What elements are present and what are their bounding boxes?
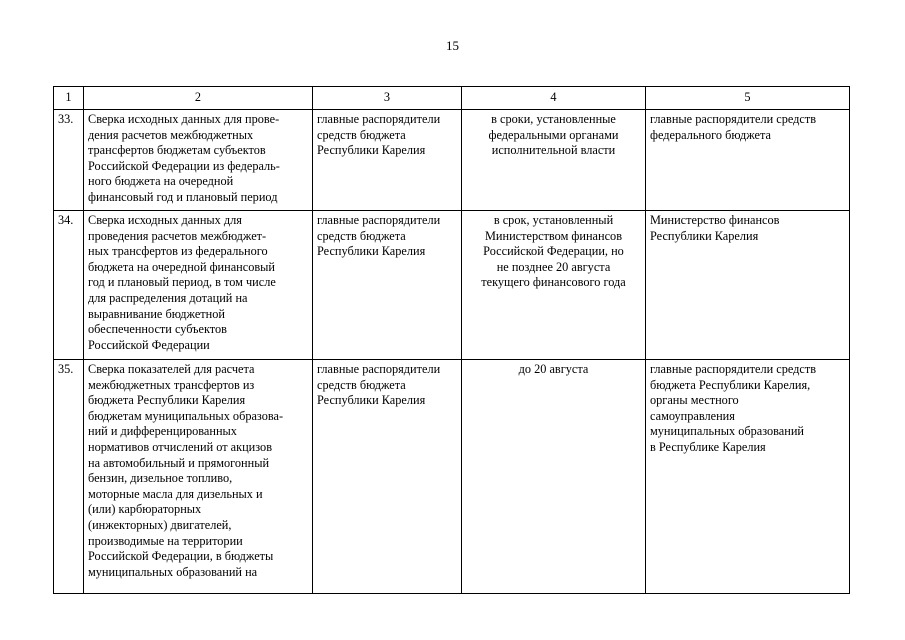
cell-line: в срок, установленный xyxy=(493,213,614,227)
cell-line: Республики Карелия xyxy=(317,393,426,408)
cell-line: ного бюджета на очередной xyxy=(88,174,234,189)
cell-line: производимые на территории xyxy=(88,533,243,548)
page-number: 15 xyxy=(446,38,459,53)
cell-line: текущего финансового года xyxy=(481,275,626,290)
cell-line: год и плановый период, в том числе xyxy=(88,275,276,290)
cell-line: главные распорядители средств xyxy=(650,112,817,126)
recipient xyxy=(646,360,850,594)
cell-line: федерального бюджета xyxy=(650,127,771,142)
cell-line: в Республике Карелия xyxy=(650,439,766,454)
cell-line: исполнительной власти xyxy=(491,143,616,158)
cell-line: самоуправления xyxy=(650,408,735,423)
cell-line: Министерством финансов xyxy=(484,228,623,243)
cell-line: финансовый год и плановый период xyxy=(88,189,278,204)
cell-line: средств бюджета xyxy=(317,377,406,392)
deadline xyxy=(462,110,646,211)
cell-line: до 20 августа xyxy=(518,362,589,376)
cell-line: проведения расчетов межбюджет- xyxy=(88,228,267,243)
cell-line: ных трансфертов из федерального xyxy=(88,244,268,259)
recipient xyxy=(646,110,850,211)
cell-line: бюджета Республики Карелия xyxy=(88,393,246,408)
cell-line: муниципальных образований xyxy=(650,424,804,439)
responsible-party xyxy=(313,360,462,594)
cell-line: в сроки, установленные xyxy=(491,112,616,126)
cell-line: федеральными органами xyxy=(488,127,619,142)
cell-line: (инжекторных) двигателей, xyxy=(88,517,232,532)
cell-line: средств бюджета xyxy=(317,127,406,142)
cell-line: (или) карбюраторных xyxy=(88,502,202,517)
cell-line: Российской Федерации, в бюджеты xyxy=(88,549,274,564)
responsible-party xyxy=(313,211,462,360)
cell-line: нормативов отчислений от акцизов xyxy=(88,439,272,454)
cell-line: Республики Карелия xyxy=(650,228,759,243)
table-row xyxy=(54,110,850,211)
task-description xyxy=(84,360,313,594)
table-row xyxy=(54,211,850,360)
cell-line: межбюджетных трансфертов из xyxy=(88,377,255,392)
recipient xyxy=(646,211,850,360)
row-number: 33. xyxy=(54,110,84,211)
cell-line: бюджета Республики Карелия, xyxy=(650,377,811,392)
header-cell-5: 5 xyxy=(646,87,850,110)
row-number: 35. xyxy=(54,360,84,594)
cell-line: средств бюджета xyxy=(317,228,406,243)
cell-line: Сверка показателей для расчета xyxy=(88,362,255,376)
schedule-table xyxy=(53,86,850,594)
cell-line: главные распорядители xyxy=(317,362,441,376)
deadline xyxy=(462,360,646,594)
cell-line: выравнивание бюджетной xyxy=(88,306,225,321)
deadline xyxy=(462,211,646,360)
cell-line: дения расчетов межбюджетных xyxy=(88,127,254,142)
cell-line: бензин, дизельное топливо, xyxy=(88,471,233,486)
header-cell-1: 1 xyxy=(54,87,84,110)
cell-line: Республики Карелия xyxy=(317,143,426,158)
header-cell-2: 2 xyxy=(84,87,313,110)
cell-line: трансфертов бюджетам субъектов xyxy=(88,143,266,158)
cell-line: органы местного xyxy=(650,393,739,408)
cell-line: для распределения дотаций на xyxy=(88,290,248,305)
cell-line: Российской Федерации из федераль- xyxy=(88,158,280,173)
cell-line: главные распорядители средств xyxy=(650,362,817,376)
task-description xyxy=(84,110,313,211)
cell-line: Сверка исходных данных для xyxy=(88,213,242,227)
header-cell-3: 3 xyxy=(313,87,462,110)
table-header-row xyxy=(54,87,850,110)
cell-line: бюджетам муниципальных образова- xyxy=(88,408,284,423)
header-cell-4: 4 xyxy=(462,87,646,110)
task-description xyxy=(84,211,313,360)
row-number: 34. xyxy=(54,211,84,360)
responsible-party xyxy=(313,110,462,211)
cell-line: главные распорядители xyxy=(317,213,441,227)
cell-line: на автомобильный и прямогонный xyxy=(88,455,270,470)
cell-line: Российской Федерации, но xyxy=(483,244,624,259)
cell-line: моторные масла для дизельных и xyxy=(88,486,263,501)
cell-line: Республики Карелия xyxy=(317,244,426,259)
cell-line: ний и дифференцированных xyxy=(88,424,237,439)
cell-line: не позднее 20 августа xyxy=(496,259,611,274)
table-row xyxy=(54,360,850,594)
cell-line: муниципальных образований на xyxy=(88,564,258,579)
cell-line: Сверка исходных данных для прове- xyxy=(88,112,280,126)
cell-line: главные распорядители xyxy=(317,112,441,126)
cell-line: обеспеченности субъектов xyxy=(88,322,227,337)
cell-line: Российской Федерации xyxy=(88,337,210,352)
cell-line: бюджета на очередной финансовый xyxy=(88,259,276,274)
cell-line: Министерство финансов xyxy=(650,213,780,227)
